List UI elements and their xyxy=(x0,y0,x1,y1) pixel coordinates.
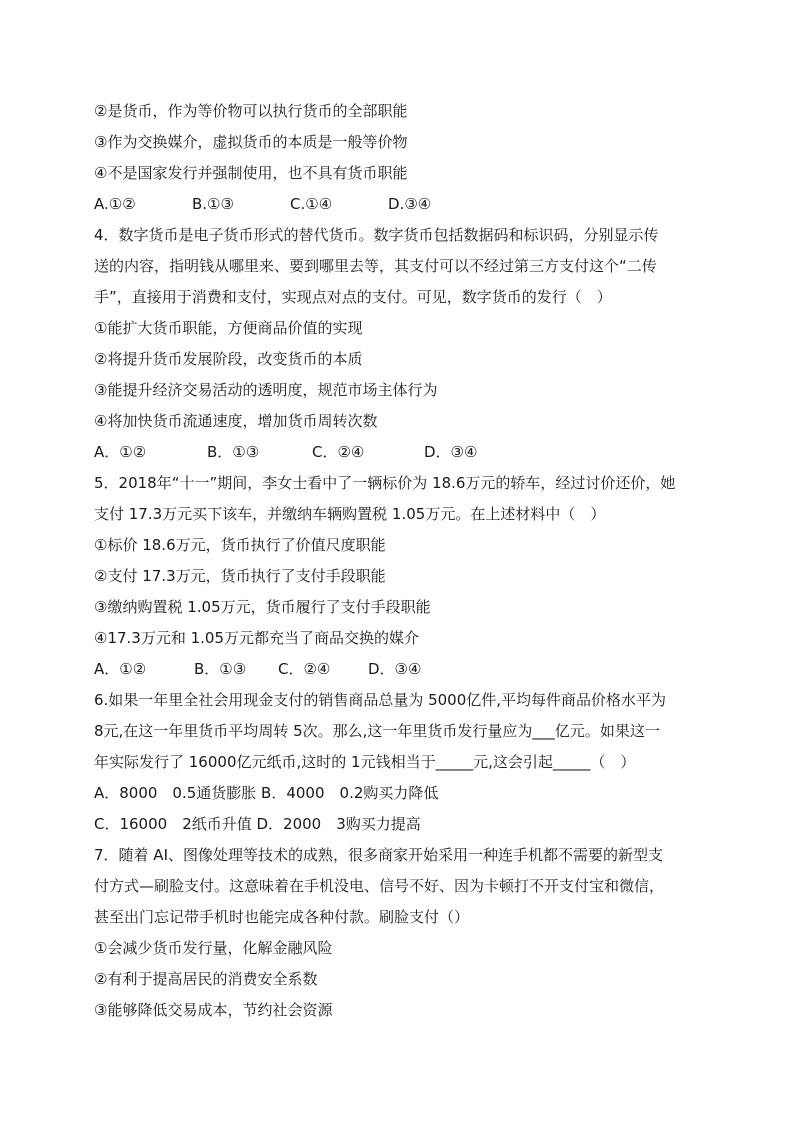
q5-item-1: ①标价 18.6万元，货币执行了价值尺度职能 xyxy=(94,536,386,554)
q6-options-line-1: A．8000 0.5通货膨胀 B．4000 0.2购买力降低 xyxy=(94,784,439,802)
q4-option-c: C．②④ xyxy=(312,443,365,461)
q7-item-3: ③能够降低交易成本，节约社会资源 xyxy=(94,1001,333,1019)
q4-item-4: ④将加快货币流通速度，增加货币周转次数 xyxy=(94,412,378,430)
question-7 xyxy=(94,840,704,1026)
q6-stem-line-2: 8元,在这一年里货币平均周转 5次。那么,这一年里货币发行量应为___亿元。如果这一 xyxy=(94,722,660,740)
q5-item-4: ④17.3万元和 1.05万元都充当了商品交换的媒介 xyxy=(94,629,420,647)
question-5 xyxy=(94,468,704,685)
q4-item-2: ②将提升货币发展阶段，改变货币的本质 xyxy=(94,350,363,368)
q5-option-d: D．③④ xyxy=(368,660,422,678)
q6-stem-line-1: 6.如果一年里全社会用现金支付的销售商品总量为 5000亿件,平均每件商品价格水平为 xyxy=(94,691,667,709)
q4-option-a: A．①② xyxy=(94,443,147,461)
q4-item-3: ③能提升经济交易活动的透明度，规范市场主体行为 xyxy=(94,381,438,399)
q4-item-1: ①能扩大货币职能，方便商品价值的实现 xyxy=(94,319,363,337)
q4-stem-line-2: 送的内容，指明钱从哪里来、要到哪里去等，其支付可以不经过第三方支付这个“二传 xyxy=(94,257,657,275)
q5-item-3: ③缴纳购置税 1.05万元，货币履行了支付手段职能 xyxy=(94,598,431,616)
q4-stem-line-1: 4．数字货币是电子货币形式的替代货币。数字货币包括数据码和标识码，分别显示传 xyxy=(94,226,659,244)
q3-option-b: B.①③ xyxy=(192,195,234,213)
q4-stem-line-3: 手”，直接用于消费和支付，实现点对点的支付。可见，数字货币的发行（ ） xyxy=(94,288,612,306)
q4-options xyxy=(94,437,704,468)
q5-stem-line-1: 5．2018年“十一”期间，李女士看中了一辆标价为 18.6万元的轿车，经过讨价还价，她 xyxy=(94,474,676,492)
q4-option-b: B．①③ xyxy=(207,443,260,461)
q3-item-2: ②是货币，作为等价物可以执行货币的全部职能 xyxy=(94,102,408,120)
q7-stem-line-3: 甚至出门忘记带手机时也能完成各种付款。刷脸支付（） xyxy=(94,908,470,926)
q3-option-d: D.③④ xyxy=(388,195,432,213)
q5-stem-line-2: 支付 17.3万元买下该车，并缴纳车辆购置税 1.05万元。在上述材料中（ ） xyxy=(94,505,606,523)
q4-option-d: D．③④ xyxy=(424,443,478,461)
q3-options xyxy=(94,189,704,220)
q5-item-2: ②支付 17.3万元，货币执行了支付手段职能 xyxy=(94,567,386,585)
q3-option-c: C.①④ xyxy=(290,195,333,213)
q7-stem-line-2: 付方式—刷脸支付。这意味着在手机没电、信号不好、因为卡顿打不开支付宝和微信， xyxy=(94,877,665,895)
exam-page xyxy=(94,96,704,1026)
q5-option-b: B．①③ xyxy=(194,660,247,678)
question-6 xyxy=(94,685,704,840)
q3-item-3: ③作为交换媒介，虚拟货币的本质是一般等价物 xyxy=(94,133,408,151)
q7-item-2: ②有利于提高居民的消费安全系数 xyxy=(94,970,318,988)
q5-options xyxy=(94,654,704,685)
q6-stem-line-3: 年实际发行了 16000亿元纸币,这时的 1元钱相当于_____元,这会引起_____（ ） xyxy=(94,753,636,771)
question-4 xyxy=(94,220,704,468)
q5-option-a: A．①② xyxy=(94,660,147,678)
q7-stem-line-1: 7．随着 AI、图像处理等技术的成熟，很多商家开始采用一种连手机都不需要的新型支 xyxy=(94,846,664,864)
q7-item-1: ①会减少货币发行量，化解金融风险 xyxy=(94,939,333,957)
q5-option-c: C．②④ xyxy=(278,660,331,678)
q6-options-line-2: C．16000 2纸币升值 D．2000 3购买力提高 xyxy=(94,815,421,833)
q3-option-a: A.①② xyxy=(94,195,136,213)
q3-item-4: ④不是国家发行并强制使用，也不具有货币职能 xyxy=(94,164,408,182)
question-3 xyxy=(94,96,704,220)
